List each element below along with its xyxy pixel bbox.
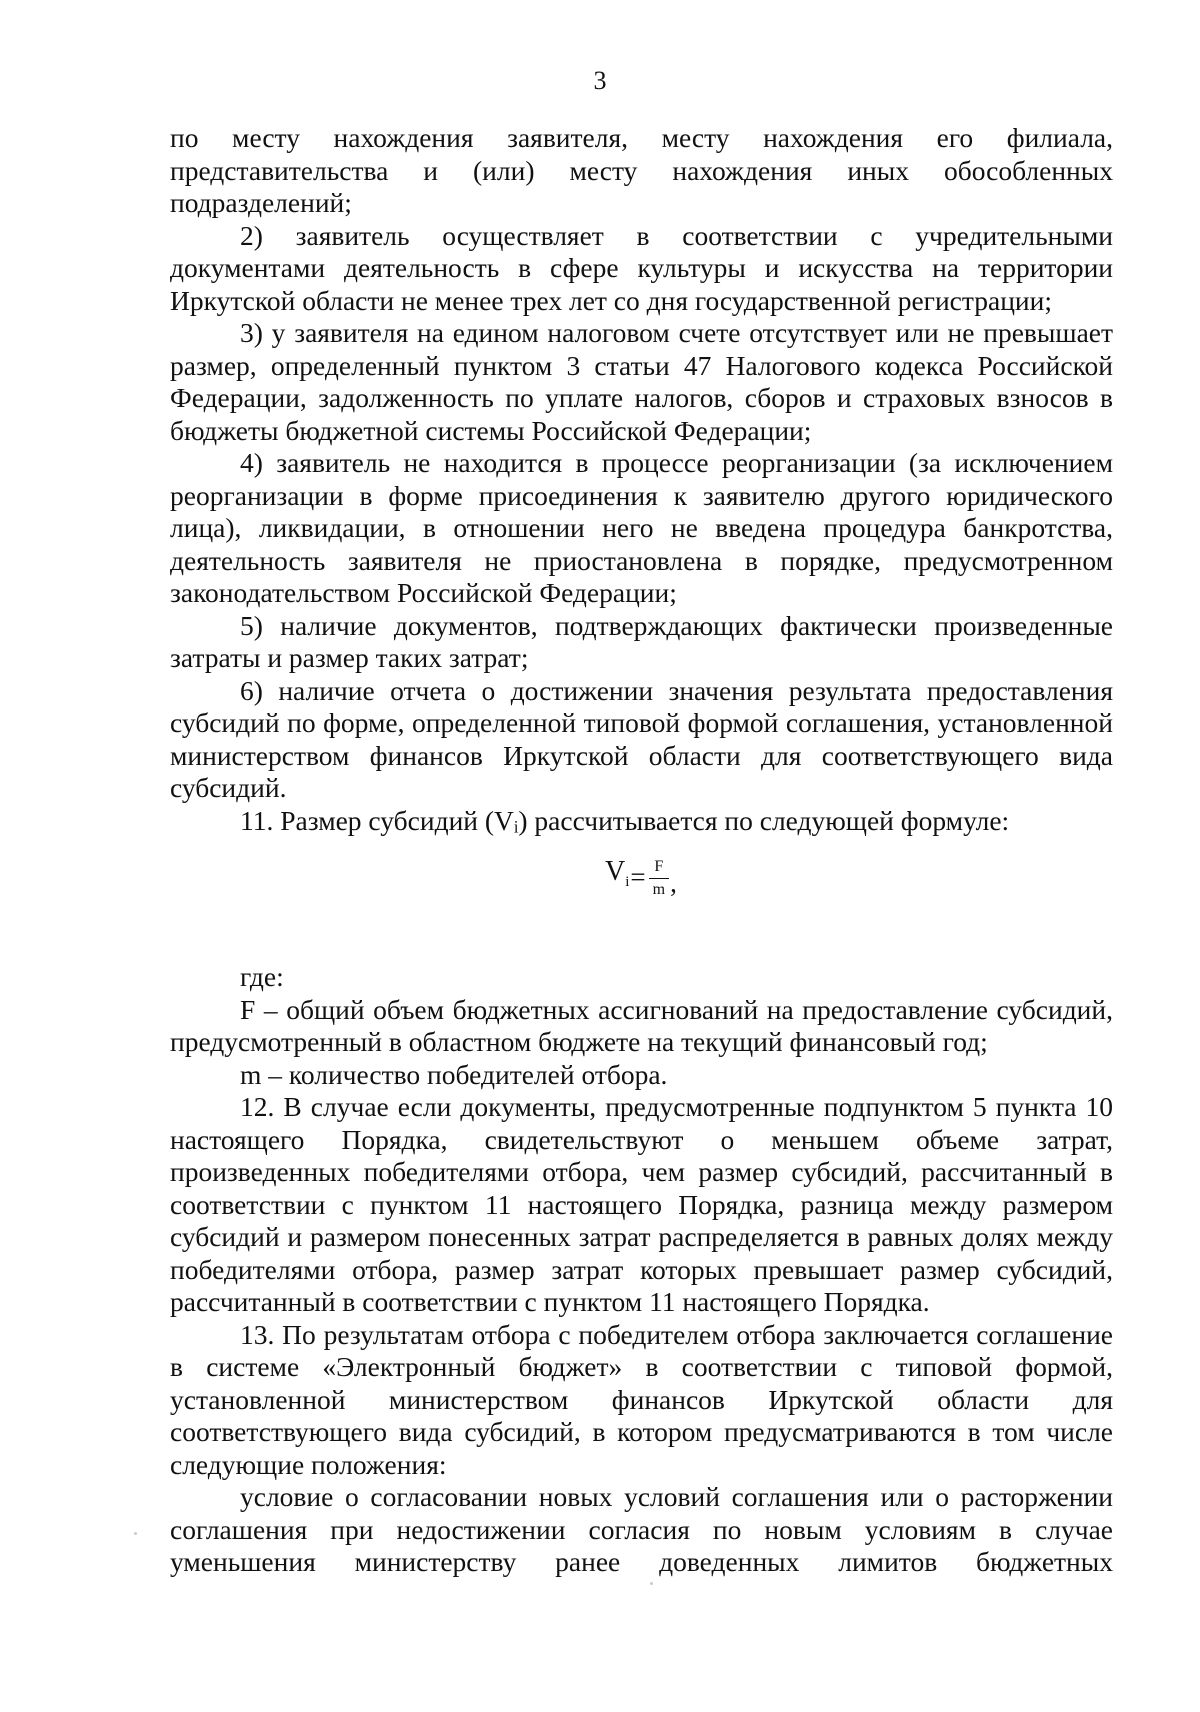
formula-lhs-var: V <box>605 856 626 887</box>
list-item-2: 2) заявитель осуществляет в соответствии с учредительными документами деятельность в сфере культуры и искусства на территории Иркутской области не менее трех лет со дня государственной регистрации; <box>170 219 1113 316</box>
formula-numerator: F <box>654 857 664 875</box>
page-number: 3 <box>593 66 607 95</box>
scan-speck <box>134 1532 137 1535</box>
subsidy-formula <box>170 837 1113 955</box>
list-item-4: 4) заявитель не находится в процессе реорганизации (за исключением реорганизации в форме присоединения к заявителю другого юридического лица), ликвидации, в отношении него не введена процедура банкротства, деятельность заявителя не приостановлена в порядке, предусмотренном законодательством Российской Федерации; <box>170 447 1113 608</box>
clause-12: 12. В случае если документы, предусмотренные подпунктом 5 пункта 10 настоящего Порядка, свидетельствуют о меньшем объеме затрат, произведенных победителями отбора, чем размер субсидий, рассчитанный в соответствии с пунктом 11 настоящего Порядка, разница между размером субсидий и размером понесенных затрат распределяется в равных долях между победителями отбора, размер затрат которых превышает размер субсидий, рассчитанный в соответствии с пунктом 11 настоящего Порядка. <box>170 1091 1113 1317</box>
formula-fraction <box>649 858 669 900</box>
scan-speck <box>650 1582 653 1585</box>
definition-m: m – количество победителей отбора. <box>240 1058 668 1090</box>
clause-13-condition: условие о согласовании новых условий соглашения или о расторжении соглашения при недостижении согласия по новым условиям в случае уменьшения министерству ранее доведенных лимитов бюджетных <box>170 1481 1113 1577</box>
list-item-3: 3) у заявителя на едином налоговом счете отсутствует или не превышает размер, определенный пунктом 3 статьи 47 Налогового кодекса Российской Федерации, задолженность по уплате налогов, сборов и страховых взносов в бюджеты бюджетной системы Российской Федерации; <box>170 317 1113 446</box>
formula-equals: = <box>630 862 646 892</box>
definition-f: F – общий объем бюджетных ассигнований на предоставление субсидий, предусмотренный в областном бюджете на текущий финансовый год; <box>170 993 1113 1057</box>
where-label: где: <box>240 961 284 992</box>
formula-lhs <box>605 856 629 899</box>
formula-denominator: m <box>652 881 666 898</box>
document-body <box>170 122 1113 1579</box>
clause-13: 13. По результатам отбора с победителем отбора заключается соглашение в системе «Электронный бюджет» в соответствии с типовой формой, установленной министерством финансов Иркутской области для соответствующего вида субсидий, в котором предусматриваются в том числе следующие положения: <box>170 1318 1113 1480</box>
clause-11: 11. Размер субсидий (Vᵢ) рассчитывается по следующей формуле: <box>240 804 1010 836</box>
list-item-5: 5) наличие документов, подтверждающих фактически произведенные затраты и размер таких затрат; <box>170 609 1113 673</box>
list-item-6: 6) наличие отчета о достижении значения результата предоставления субсидий по форме, определенной типовой формой соглашения, установленной министерством финансов Иркутской области для соответствующего вида субсидий. <box>170 674 1113 803</box>
formula-trailing: , <box>670 868 677 898</box>
formula-lhs-subscript: i <box>625 874 630 890</box>
paragraph-continuation: по месту нахождения заявителя, месту нахождения его филиала, представительства и (или) месту нахождения иных обособленных подразделений; <box>170 122 1113 218</box>
fraction-bar <box>649 878 669 880</box>
